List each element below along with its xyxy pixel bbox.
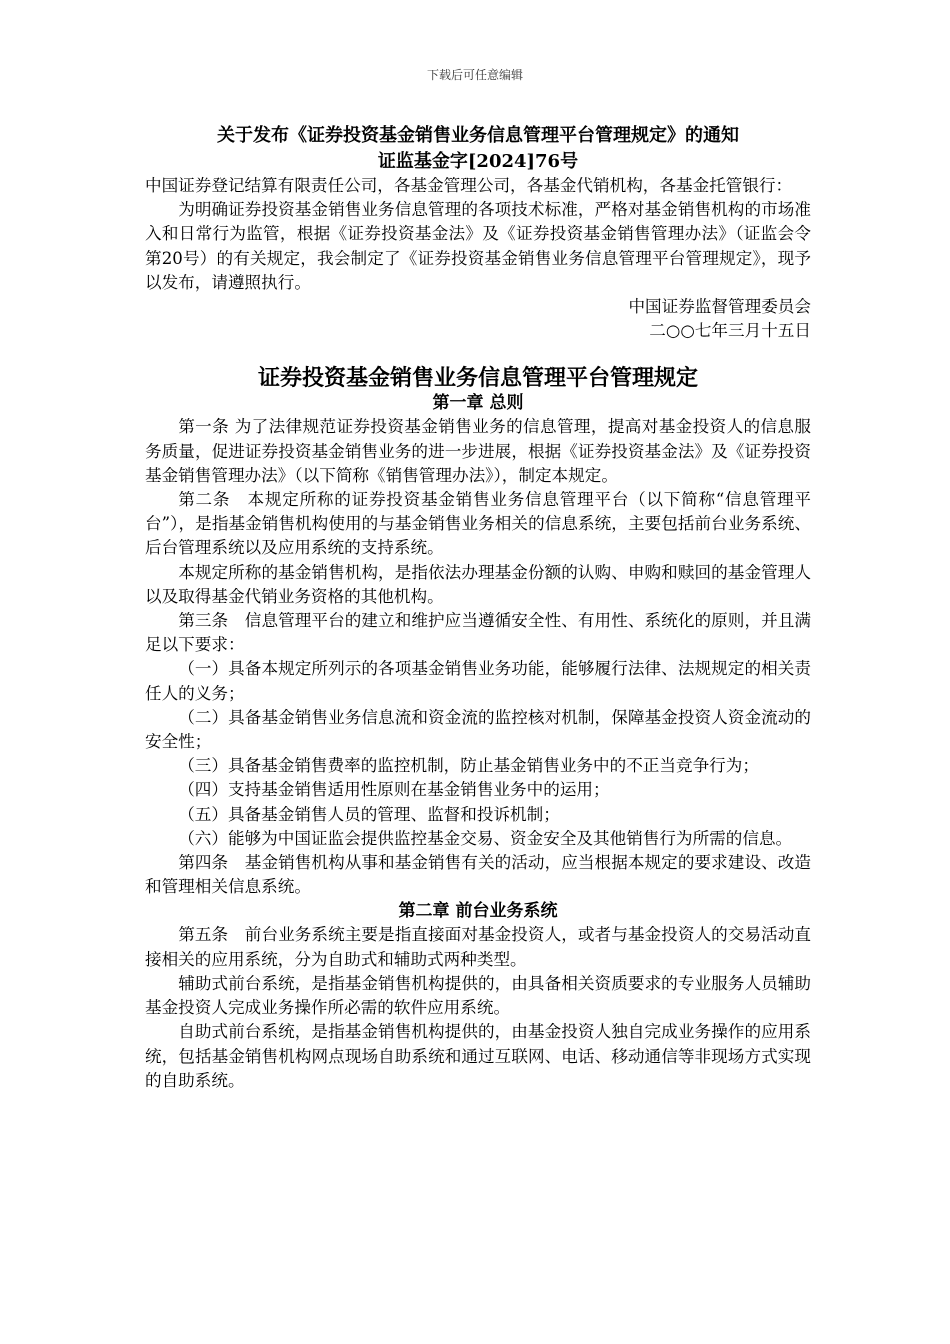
article-paragraph: 第五条 前台业务系统主要是指直接面对基金投资人，或者与基金投资人的交易活动直接相关的应用系统，分为自助式和辅助式两种类型。 [145, 925, 811, 969]
article-paragraph: 辅助式前台系统，是指基金销售机构提供的，由具备相关资质要求的专业服务人员辅助基金投资人完成业务操作所必需的软件应用系统。 [145, 973, 811, 1018]
notice-issuer: 中国证券监督管理委员会 [628, 297, 811, 317]
article-paragraph: （五）具备基金销售人员的管理、监督和投诉机制； [178, 804, 560, 824]
regulation-title: 证券投资基金销售业务信息管理平台管理规定 [257, 365, 698, 392]
article-paragraph: （六）能够为中国证监会提供监控基金交易、资金安全及其他销售行为所需的信息。 [178, 828, 793, 848]
page-header: 下载后可任意编辑 [426, 68, 523, 82]
chapter-2-heading: 第二章 前台业务系统 [398, 901, 558, 922]
article-paragraph: 自助式前台系统，是指基金销售机构提供的，由基金投资人独自完成业务操作的应用系统，包括基金销售机构网点现场自助系统和通过互联网、电话、移动通信等非现场方式实现的自助系统。 [145, 1022, 811, 1090]
chapter-1-heading: 第一章 总则 [432, 393, 524, 414]
notice-title: 关于发布《证券投资基金销售业务信息管理平台管理规定》的通知 [217, 125, 739, 146]
article-paragraph: （四）支持基金销售适用性原则在基金销售业务中的运用； [178, 780, 610, 800]
article-paragraph: 第三条 信息管理平台的建立和维护应当遵循安全性、有用性、系统化的原则，并且满足以下要求： [145, 611, 811, 655]
notice-addressees: 中国证券登记结算有限责任公司，各基金管理公司，各基金代销机构，各基金托管银行： [145, 176, 793, 195]
article-paragraph: 第四条 基金销售机构从事和基金销售有关的活动，应当根据本规定的要求建设、改造和管理相关信息系统。 [145, 853, 811, 897]
article-paragraph: （一）具备本规定所列示的各项基金销售业务功能，能够履行法律、法规规定的相关责任人的义务； [145, 659, 811, 703]
article-paragraph: （三）具备基金销售费率的监控机制，防止基金销售业务中的不正当竞争行为； [178, 756, 759, 776]
article-paragraph: 第一条 为了法律规范证券投资基金销售业务的信息管理，提高对基金投资人的信息服务质量，促进证券投资基金销售业务的进一步进展，根据《证券投资基金法》及《证券投资基金销售管理办法》（以下简称《销售管理办法》），制定本规定。 [145, 417, 811, 485]
article-paragraph: （二）具备基金销售业务信息流和资金流的监控核对机制，保障基金投资人资金流动的安全性； [145, 707, 811, 752]
notice-body: 为明确证券投资基金销售业务信息管理的各项技术标准，严格对基金销售机构的市场准入和日常行为监管，根据《证券投资基金法》及《证券投资基金销售管理办法》（证监会令第20号）的有关规定，我会制定了《证券投资基金销售业务信息管理平台管理规定》，现予以发布，请遵照执行。 [145, 200, 812, 292]
article-paragraph: 本规定所称的基金销售机构，是指依法办理基金份额的认购、申购和赎回的基金管理人以及取得基金代销业务资格的其他机构。 [145, 562, 811, 606]
document-body [145, 124, 811, 1093]
article-paragraph: 第二条 本规定所称的证券投资基金销售业务信息管理平台（以下简称“信息管理平台”），是指基金销售机构使用的与基金销售业务相关的信息系统，主要包括前台业务系统、后台管理系统以及应用系统的支持系统。 [145, 490, 811, 558]
notice-date: 二○○七年三月十五日 [649, 321, 811, 341]
notice-doc-number: 证监基金字[2024]76号 [377, 151, 579, 172]
